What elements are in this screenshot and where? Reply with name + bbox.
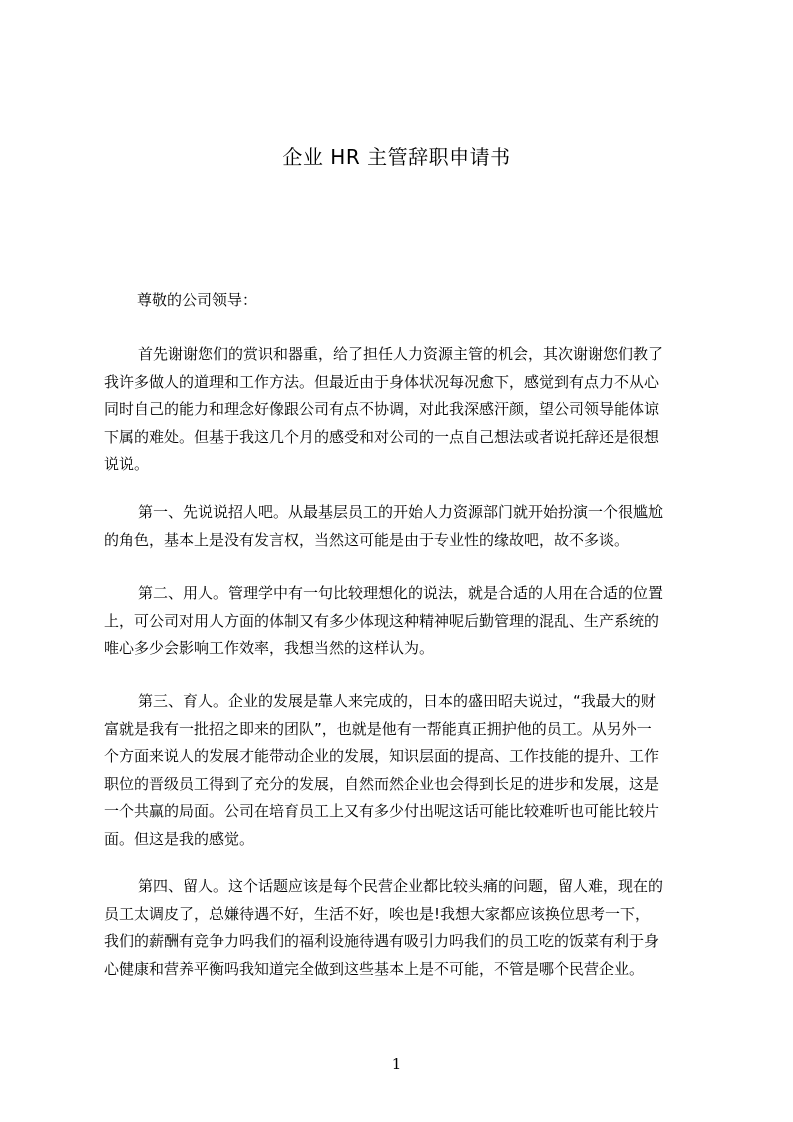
paragraph-line: 我们的薪酬有竞争力吗我们的福利设施待遇有吸引力吗我们的员工吃的饭菜有利于身 xyxy=(104,932,660,950)
paragraph-line: 职位的晋级员工得到了充分的发展，自然而然企业也会得到长足的进步和发展，这是 xyxy=(104,774,660,793)
paragraph-line: 唯心多少会影响工作效率，我想当然的这样认为。 xyxy=(104,639,435,657)
paragraph-line: 个方面来说人的发展才能带动企业的发展，知识层面的提高、工作技能的提升、工作 xyxy=(104,747,660,765)
paragraph-intro xyxy=(104,341,698,479)
paragraph-retaining xyxy=(104,873,698,983)
paragraph-employing xyxy=(104,580,698,663)
paragraph-line: 我许多做人的道理和工作方法。但最近由于身体状况每况愈下，感觉到有点力不从心 xyxy=(104,372,660,391)
paragraph-line: 第四、留人。这个话题应该是每个民营企业都比较头痛的问题，留人难，现在的 xyxy=(138,877,664,895)
paragraph-recruiting xyxy=(104,499,698,554)
paragraph-line: 富就是我有一批招之即来的团队”，也就是他有一帮能真正拥护他的员工。从另外一 xyxy=(104,719,652,738)
paragraph-line: 心健康和营养平衡吗我知道完全做到这些基本上是不可能，不管是哪个民营企业。 xyxy=(104,959,645,978)
paragraph-line: 首先谢谢您们的赏识和器重，给了担任人力资源主管的机会，其次谢谢您们教了 xyxy=(138,345,664,363)
paragraph-training xyxy=(104,688,698,853)
salutation: 尊敬的公司领导： xyxy=(137,291,258,309)
paragraph-line: 员工太调皮了，总嫌待遇不好，生活不好，唉也是!我想大家都应该换位思考一下， xyxy=(104,904,651,923)
paragraph-line: 面。但这是我的感觉。 xyxy=(104,829,255,848)
paragraph-line: 下属的难处。但基于我这几个月的感受和对公司的一点自己想法或者说托辞还是很想 xyxy=(104,427,660,446)
paragraph-line: 第三、育人。企业的发展是靠人来完成的，日本的盛田昭夫说过，“我最大的财 xyxy=(138,692,656,710)
paragraph-line: 一个共赢的局面。公司在培育员工上又有多少付出呢这话可能比较难听也可能比较片 xyxy=(104,802,660,820)
paragraph-line: 说说。 xyxy=(104,455,150,473)
paragraph-line: 上，可公司对用人方面的体制又有多少体现这种精神呢后勤管理的混乱、生产系统的 xyxy=(104,611,660,630)
document-title: 企业 HR 主管辞职申请书 xyxy=(282,145,511,169)
page-number: 1 xyxy=(391,1055,402,1073)
paragraph-line: 同时自己的能力和理念好像跟公司有点不协调，对此我深感汗颜，望公司领导能体谅 xyxy=(104,400,660,418)
paragraph-line: 第二、用人。管理学中有一句比较理想化的说法，就是合适的人用在合适的位置 xyxy=(138,584,664,602)
paragraph-line: 第一、先说说招人吧。从最基层员工的开始人力资源部门就开始扮演一个很尴尬 xyxy=(138,503,664,521)
paragraph-line: 的角色，基本上是没有发言权，当然这可能是由于专业性的缘故吧，故不多谈。 xyxy=(104,530,630,549)
